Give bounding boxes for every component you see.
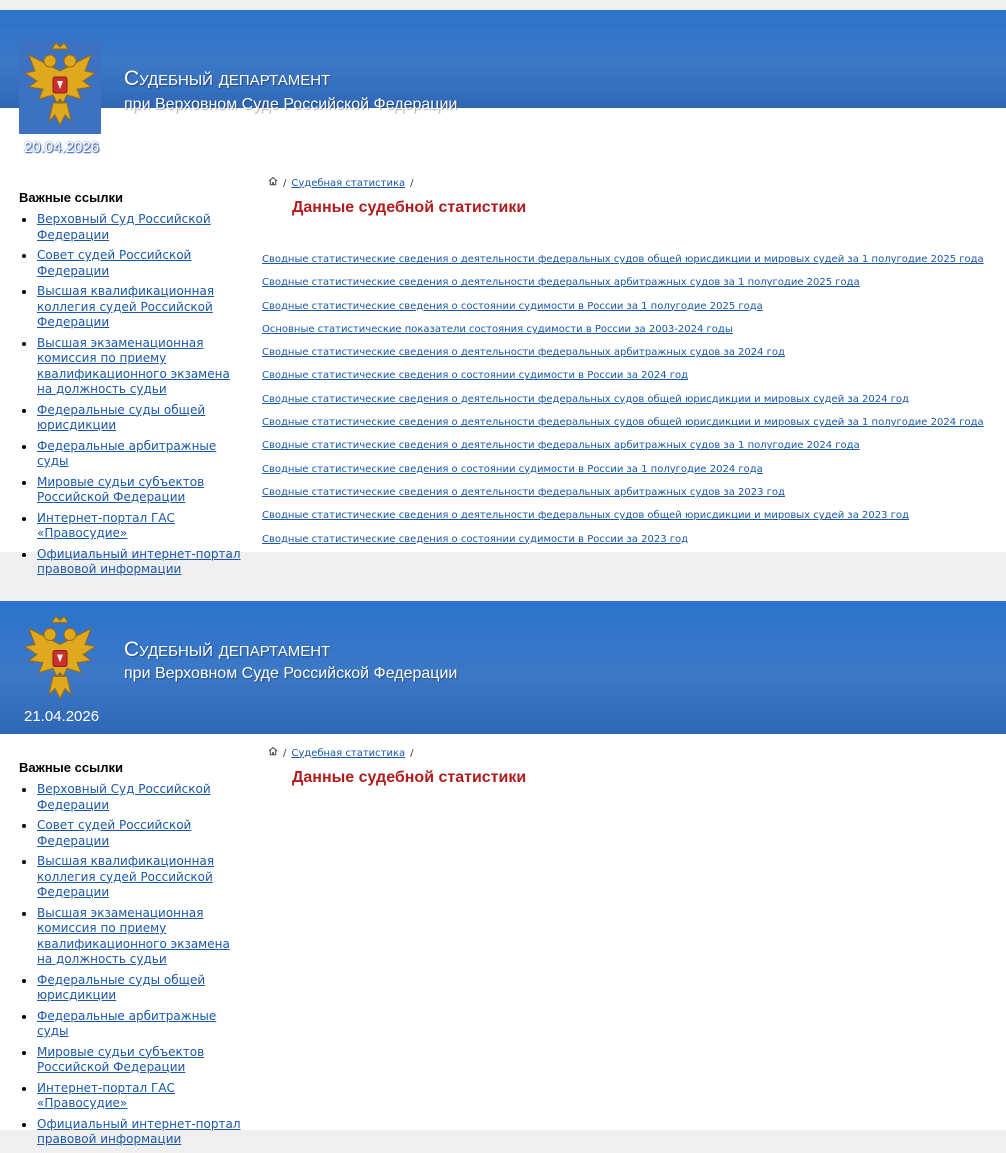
site-header xyxy=(0,10,1006,156)
stats-link[interactable]: Сводные статистические сведения о деятельности федеральных арбитражных судов за 1 полугодие 2025 года xyxy=(262,277,860,289)
page-title: Данные судебной статистики xyxy=(292,199,527,216)
sidebar-link[interactable]: Высшая экзаменационная комиссия по приему квалификационного экзамена на должность судьи xyxy=(37,905,230,966)
list-item xyxy=(262,276,1002,289)
sidebar-link[interactable]: Федеральные арбитражные суды xyxy=(37,1008,217,1038)
sidebar-link-list xyxy=(19,782,244,1148)
sidebar-item-arbitration-courts xyxy=(19,1009,244,1040)
list-item xyxy=(262,323,1002,336)
stats-link[interactable]: Сводные статистические сведения о деятельности федеральных судов общей юрисдикции и мировых судей за 2024 год xyxy=(262,393,909,405)
list-item xyxy=(262,533,1002,546)
sidebar-item-supreme-court xyxy=(19,782,244,813)
bullet-icon xyxy=(22,218,26,222)
sidebar-item-exam-commission xyxy=(19,906,244,968)
stats-link[interactable]: Сводные статистические сведения о деятельности федеральных арбитражных судов за 2023 год xyxy=(262,486,785,498)
bullet-icon xyxy=(22,553,26,557)
stats-link[interactable]: Сводные статистические сведения о состоянии судимости в России за 2023 год xyxy=(262,533,689,545)
main-content xyxy=(262,176,1002,556)
bullet-icon xyxy=(22,979,26,983)
list-item xyxy=(262,463,1002,476)
sidebar-item-general-courts xyxy=(19,973,244,1004)
sidebar-item-pravosudie-portal xyxy=(19,1081,244,1112)
sidebar-link-list xyxy=(19,212,244,578)
bullet-icon xyxy=(22,409,26,413)
page-title: Данные судебной статистики xyxy=(292,769,527,786)
list-item xyxy=(262,416,1002,429)
sidebar-link[interactable]: Высшая квалификационная коллегия судей Российской Федерации xyxy=(37,854,215,899)
sidebar-item-legal-info-portal xyxy=(19,547,244,578)
stats-link[interactable]: Сводные статистические сведения о деятельности федеральных арбитражных судов за 2024 год xyxy=(262,347,785,359)
sidebar-link[interactable]: Федеральные суды общей юрисдикции xyxy=(37,402,206,432)
bullet-icon xyxy=(22,1123,26,1127)
sidebar-item-exam-commission xyxy=(19,336,244,398)
sidebar-item-council-of-judges xyxy=(19,818,244,849)
bullet-icon xyxy=(22,912,26,916)
list-item xyxy=(262,369,1002,382)
sidebar-item-magistrates xyxy=(19,475,244,506)
current-date: 20.04.2026 xyxy=(24,139,100,156)
home-link[interactable] xyxy=(268,176,278,191)
sidebar-link[interactable]: Верховный Суд Российской Федерации xyxy=(37,212,211,242)
breadcrumb-separator: / xyxy=(283,747,287,759)
sidebar-link[interactable]: Федеральные арбитражные суды xyxy=(37,438,217,468)
current-date: 21.04.2026 xyxy=(24,708,100,725)
bullet-icon xyxy=(22,860,26,864)
stats-link[interactable]: Основные статистические показатели состояния судимости в России за 2003-2024 годы xyxy=(262,323,733,335)
sidebar-link[interactable]: Верховный Суд Российской Федерации xyxy=(37,782,211,812)
site-subtitle: при Верховном Суде Российской Федерации xyxy=(124,96,458,113)
bullet-icon xyxy=(22,445,26,449)
sidebar-link[interactable]: Мировые судьи субъектов Российской Федерации xyxy=(37,474,205,504)
important-links-sidebar xyxy=(19,190,244,583)
sidebar-item-general-courts xyxy=(19,403,244,434)
sidebar-link[interactable]: Высшая квалификационная коллегия судей Российской Федерации xyxy=(37,284,215,329)
sidebar-link[interactable]: Интернет-портал ГАС «Правосудие» xyxy=(37,1080,175,1110)
list-item xyxy=(262,346,1002,359)
stats-link[interactable]: Сводные статистические сведения о деятельности федеральных арбитражных судов за 1 полугодие 2024 года xyxy=(262,440,860,452)
sidebar-item-legal-info-portal xyxy=(19,1117,244,1148)
breadcrumb-separator: / xyxy=(410,747,414,759)
sidebar-link[interactable]: Совет судей Российской Федерации xyxy=(37,248,192,278)
sidebar-item-pravosudie-portal xyxy=(19,511,244,542)
home-link[interactable] xyxy=(268,746,278,761)
sidebar-link[interactable]: Официальный интернет-портал правовой информации xyxy=(37,546,241,576)
sidebar-link[interactable]: Официальный интернет-портал правовой информации xyxy=(37,1116,241,1146)
bullet-icon xyxy=(22,1051,26,1055)
breadcrumb xyxy=(268,176,1002,191)
breadcrumb-separator: / xyxy=(283,177,287,189)
stats-link[interactable]: Сводные статистические сведения о состоянии судимости в России за 2024 год xyxy=(262,370,689,382)
sidebar-heading: Важные ссылки xyxy=(19,760,123,775)
breadcrumb-separator: / xyxy=(410,177,414,189)
coat-of-arms-emblem[interactable] xyxy=(19,41,101,134)
sidebar-heading: Важные ссылки xyxy=(19,190,123,205)
page-snapshot-2 xyxy=(0,601,1006,1146)
main-content xyxy=(262,746,1002,788)
stats-link[interactable]: Сводные статистические сведения о деятельности федеральных судов общей юрисдикции и мировых судей за 1 полугодие 2025 года xyxy=(262,254,984,265)
bullet-icon xyxy=(22,517,26,521)
home-icon xyxy=(268,176,278,186)
breadcrumb-link-statistics[interactable]: Судебная статистика xyxy=(291,747,406,759)
bullet-icon xyxy=(22,254,26,258)
sidebar-link[interactable]: Мировые судьи субъектов Российской Федерации xyxy=(37,1044,205,1074)
bullet-icon xyxy=(22,342,26,346)
bullet-icon xyxy=(22,824,26,828)
statistics-link-list xyxy=(262,253,1002,546)
sidebar-item-supreme-court xyxy=(19,212,244,243)
site-subtitle: при Верховном Суде Российской Федерации xyxy=(124,665,458,682)
bullet-icon xyxy=(22,788,26,792)
page-snapshot-1 xyxy=(0,10,1006,576)
sidebar-item-arbitration-courts xyxy=(19,439,244,470)
sidebar-link[interactable]: Интернет-портал ГАС «Правосудие» xyxy=(37,510,175,540)
bullet-icon xyxy=(22,1087,26,1091)
stats-link[interactable]: Сводные статистические сведения о состоянии судимости в России за 1 полугодие 2024 года xyxy=(262,463,763,475)
home-icon xyxy=(268,746,278,756)
sidebar-item-qualification-board xyxy=(19,854,244,901)
list-item xyxy=(262,253,1002,266)
list-item xyxy=(262,509,1002,522)
sidebar-item-council-of-judges xyxy=(19,248,244,279)
site-title: Судебный департамент xyxy=(124,638,331,661)
list-item xyxy=(262,300,1002,313)
bullet-icon xyxy=(22,290,26,294)
stats-link[interactable]: Сводные статистические сведения о деятельности федеральных судов общей юрисдикции и мировых судей за 1 полугодие 2024 года xyxy=(262,417,984,429)
sidebar-link[interactable]: Федеральные суды общей юрисдикции xyxy=(37,972,206,1002)
bullet-icon xyxy=(22,1015,26,1019)
site-header xyxy=(0,601,1006,734)
breadcrumb xyxy=(268,746,1002,761)
sidebar-item-magistrates xyxy=(19,1045,244,1076)
list-item xyxy=(262,486,1002,499)
site-title: Судебный департамент xyxy=(124,67,331,90)
sidebar-item-qualification-board xyxy=(19,284,244,331)
breadcrumb-link-statistics[interactable]: Судебная статистика xyxy=(291,177,406,189)
sidebar-link[interactable]: Совет судей Российской Федерации xyxy=(37,818,192,848)
stats-link[interactable]: Сводные статистические сведения о состоянии судимости в России за 1 полугодие 2025 года xyxy=(262,300,763,312)
list-item xyxy=(262,439,1002,452)
bullet-icon xyxy=(22,481,26,485)
important-links-sidebar xyxy=(19,760,244,1153)
list-item xyxy=(262,393,1002,406)
stats-link[interactable]: Сводные статистические сведения о деятельности федеральных судов общей юрисдикции и мировых судей за 2023 год xyxy=(262,510,909,522)
coat-of-arms-emblem[interactable] xyxy=(19,613,101,709)
sidebar-link[interactable]: Высшая экзаменационная комиссия по приему квалификационного экзамена на должность судьи xyxy=(37,335,230,396)
